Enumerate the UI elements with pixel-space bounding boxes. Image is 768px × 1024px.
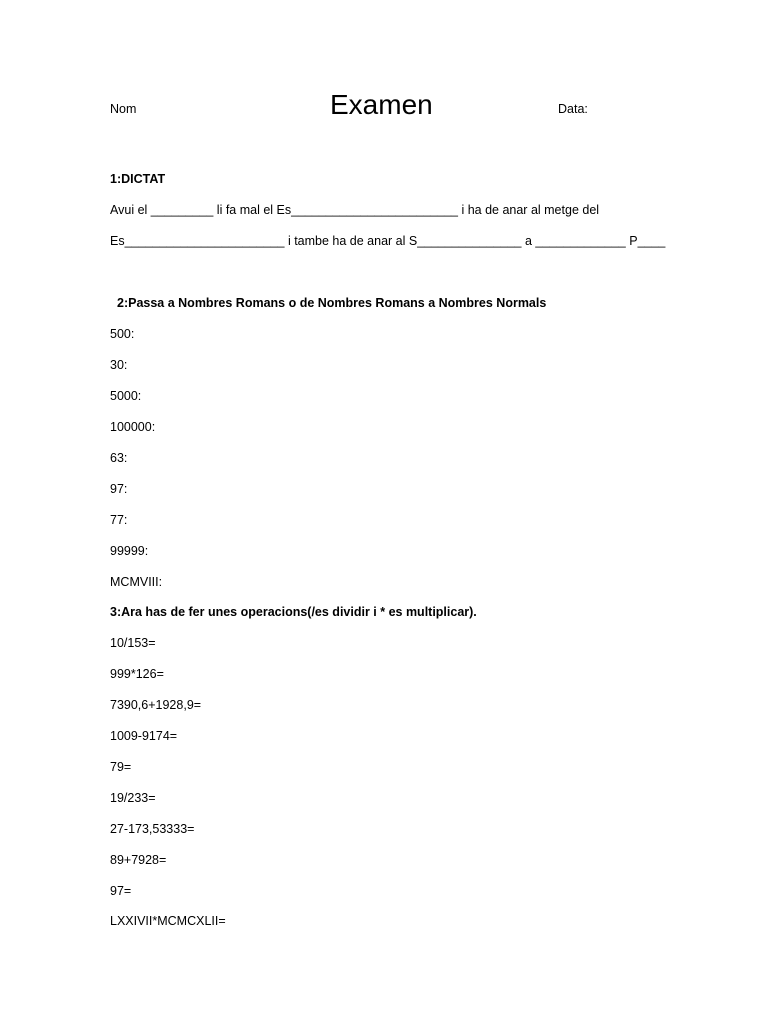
dictation-line-1: Avui el _________ li fa mal el Es________________________ i ha de anar al metge del xyxy=(110,203,600,217)
roman-item: 100000: xyxy=(110,420,156,434)
roman-item: 77: xyxy=(110,513,128,527)
operation-item: 999*126= xyxy=(110,667,164,681)
roman-item: 5000: xyxy=(110,389,142,403)
operation-item: 79= xyxy=(110,760,132,774)
roman-item: 63: xyxy=(110,451,128,465)
operation-item: 97= xyxy=(110,884,132,898)
operation-item: 89+7928= xyxy=(110,853,167,867)
date-label: Data: xyxy=(558,102,588,116)
operation-item: 10/153= xyxy=(110,636,156,650)
section-2-heading: 2:Passa a Nombres Romans o de Nombres Romans a Nombres Normals xyxy=(117,296,547,310)
roman-item: MCMVIII: xyxy=(110,575,163,589)
operation-item: 1009-9174= xyxy=(110,729,178,743)
section-1-heading: 1:DICTAT xyxy=(110,172,166,186)
page-title: Examen xyxy=(330,89,433,120)
operation-item: 27-173,53333= xyxy=(110,822,195,836)
roman-item: 97: xyxy=(110,482,128,496)
roman-item: 99999: xyxy=(110,544,149,558)
operation-item: 19/233= xyxy=(110,791,156,805)
name-label: Nom xyxy=(110,102,137,116)
roman-item: 30: xyxy=(110,358,128,372)
operation-item: 7390,6+1928,9= xyxy=(110,698,202,712)
roman-item: 500: xyxy=(110,327,135,341)
section-3-heading: 3:Ara has de fer unes operacions(/es dividir i * es multiplicar). xyxy=(110,605,477,619)
operation-item: LXXIVII*MCMCXLII= xyxy=(110,914,226,928)
document-header xyxy=(0,0,768,130)
dictation-line-2: Es_______________________ i tambe ha de anar al S_______________ a _____________ P____ xyxy=(110,234,666,248)
